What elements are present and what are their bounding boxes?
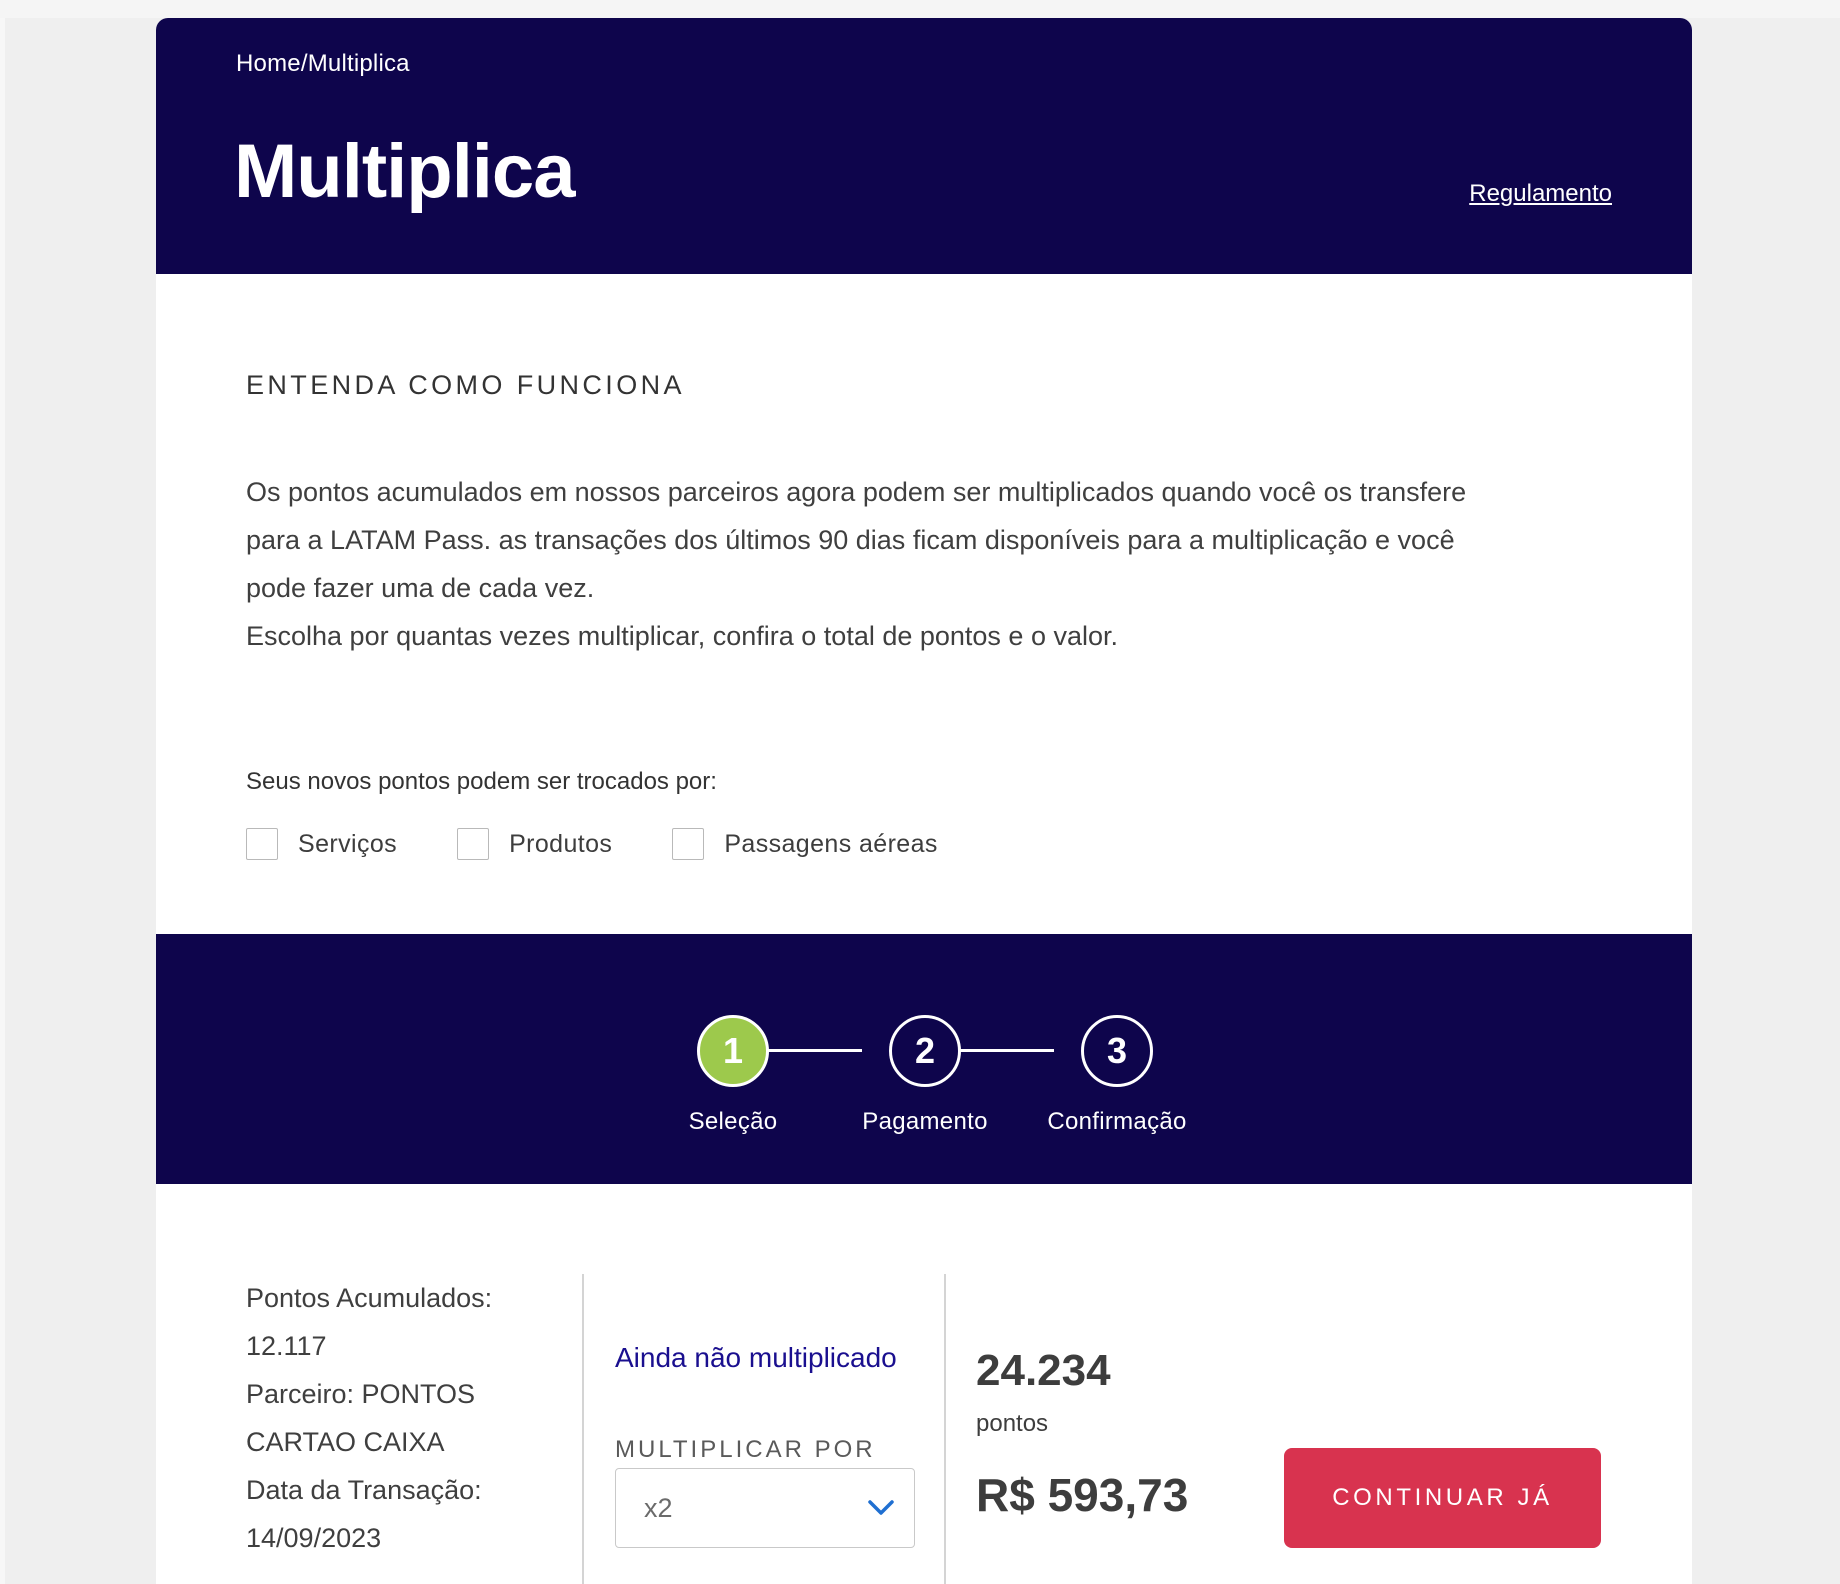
how-it-works-heading: ENTENDA COMO FUNCIONA — [246, 370, 685, 400]
chevron-down-icon — [866, 1495, 896, 1519]
page-header — [156, 18, 1692, 274]
multiply-by-select[interactable] — [615, 1468, 915, 1548]
multiply-by-label: MULTIPLICAR POR — [615, 1436, 876, 1463]
how-it-works-description — [246, 468, 1626, 660]
checkbox-produtos-box[interactable] — [457, 828, 489, 860]
accumulated-points-label: Pontos Acumulados: — [246, 1283, 493, 1313]
step-1-label: Seleção — [688, 1108, 778, 1135]
breadcrumb — [236, 50, 410, 78]
checkbox-passagens-aereas-label: Passagens aéreas — [724, 829, 938, 858]
main-card — [156, 18, 1692, 1584]
total-points-value: 24.234 — [976, 1346, 1111, 1395]
partner-label: Parceiro: PONTOS — [246, 1379, 476, 1409]
checkbox-produtos-label: Produtos — [509, 829, 613, 858]
exchange-options — [246, 828, 998, 860]
description-line: Escolha por quantas vezes multiplicar, confira o total de pontos e o valor. — [246, 621, 1119, 651]
column-divider — [944, 1274, 946, 1584]
breadcrumb-separator: / — [300, 50, 308, 77]
step-3-circle — [1081, 1015, 1153, 1087]
continue-button[interactable]: CONTINUAR JÁ — [1284, 1448, 1601, 1548]
page-left-strip — [0, 18, 5, 1584]
step-2-number: 2 — [914, 1030, 936, 1071]
description-line: pode fazer uma de cada vez. — [246, 573, 595, 603]
exchange-options-label: Seus novos pontos podem ser trocados por: — [246, 768, 717, 795]
step-3-label: Confirmação — [1047, 1108, 1187, 1135]
step-1-number: 1 — [722, 1030, 744, 1071]
transaction-date-label: Data da Transação: — [246, 1475, 482, 1505]
progress-stepper — [156, 934, 1692, 1184]
total-points-unit: pontos — [976, 1410, 1049, 1437]
regulamento-link[interactable]: Regulamento — [1469, 180, 1612, 207]
column-divider — [582, 1274, 584, 1584]
description-line: Os pontos acumulados em nossos parceiros agora podem ser multiplicados quando você os transfere — [246, 477, 1467, 507]
checkbox-passagens-aereas-box[interactable] — [672, 828, 704, 860]
breadcrumb-home-link[interactable]: Home — [236, 50, 301, 77]
step-1-circle — [697, 1015, 769, 1087]
step-2-circle — [889, 1015, 961, 1087]
price-value: R$ 593,73 — [976, 1469, 1189, 1521]
checkbox-produtos[interactable] — [457, 828, 612, 860]
multiply-by-value: x2 — [644, 1493, 673, 1523]
step-2-label: Pagamento — [862, 1108, 988, 1135]
transaction-date-value: 14/09/2023 — [246, 1523, 382, 1553]
breadcrumb-current: Multiplica — [307, 50, 410, 77]
page-title: Multiplica — [234, 129, 575, 214]
checkbox-passagens-aereas[interactable] — [672, 828, 937, 860]
checkbox-servicos-label: Serviços — [298, 829, 398, 858]
multiply-status: Ainda não multiplicado — [615, 1342, 897, 1373]
accumulated-points-value: 12.117 — [246, 1331, 327, 1361]
partner-value: CARTAO CAIXA — [246, 1427, 445, 1457]
transaction-details — [246, 1274, 556, 1562]
description-line: para a LATAM Pass. as transações dos últimos 90 dias ficam disponíveis para a multiplicação e você — [246, 525, 1455, 555]
step-3-number: 3 — [1106, 1030, 1128, 1071]
page-top-strip — [0, 0, 1840, 18]
checkbox-servicos[interactable] — [246, 828, 397, 860]
checkbox-servicos-box[interactable] — [246, 828, 278, 860]
